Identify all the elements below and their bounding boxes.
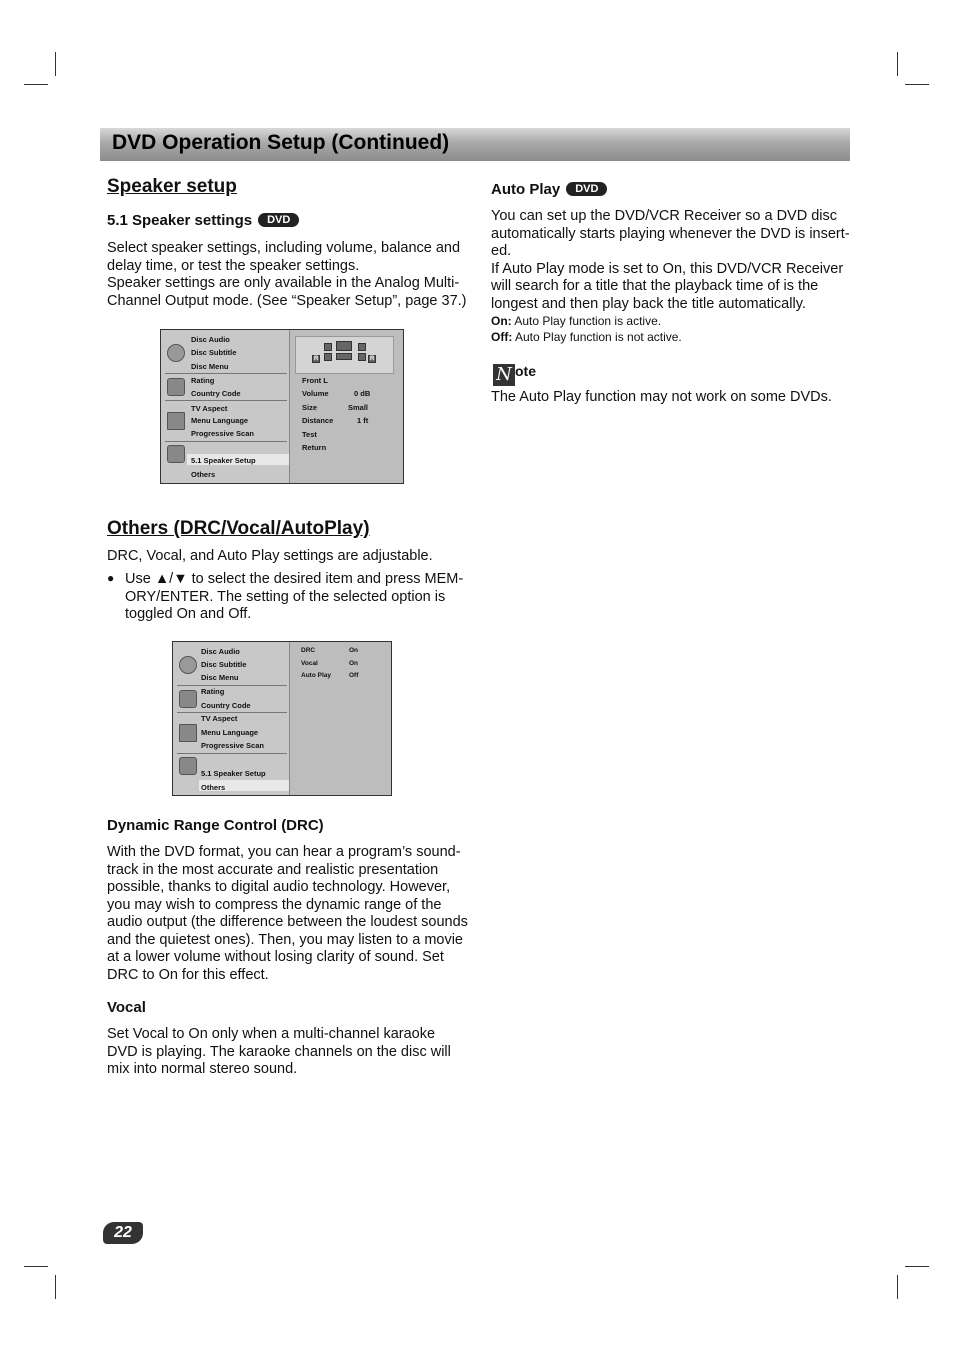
menu-item: Country Code	[201, 701, 251, 710]
vocal-paragraph	[107, 1026, 477, 1079]
menu-item: Disc Audio	[201, 647, 240, 656]
auto-play-section	[491, 181, 607, 199]
speaker-settings-subheading	[107, 212, 299, 230]
note-header	[493, 363, 536, 386]
off-description: Auto Play function is not active.	[515, 330, 682, 344]
lock-icon	[179, 690, 197, 708]
drc-paragraph	[107, 844, 477, 984]
crop-mark	[905, 84, 929, 85]
text-line: You can set up the DVD/VCR Receiver so a DVD disc	[491, 208, 838, 224]
text-line: automatically starts playing whenever the DVD is insert-	[491, 225, 850, 242]
crop-mark	[55, 1275, 56, 1299]
menu-left-panel	[173, 642, 290, 795]
menu-item: Disc Subtitle	[191, 348, 237, 357]
speaker-label: R	[370, 356, 375, 362]
setting-value: Small	[348, 403, 369, 412]
menu-item: Progressive Scan	[201, 741, 264, 750]
crop-mark	[24, 84, 48, 85]
crop-mark	[905, 1266, 929, 1267]
drc-section	[107, 817, 324, 834]
text-line: track in the most accurate and realistic presentation	[107, 861, 439, 878]
text-line: toggled On and Off.	[125, 606, 252, 622]
tv-icon	[179, 724, 197, 742]
setting-value: Off	[349, 672, 359, 679]
menu-item: Disc Audio	[191, 335, 230, 344]
text-line: possible, thanks to digital audio technology. However,	[107, 879, 451, 895]
speaker-setup-menu-screenshot	[160, 329, 404, 484]
text-line: DRC to On for this effect.	[107, 966, 269, 983]
speaker-label: R	[314, 356, 319, 362]
menu-item: Disc Subtitle	[201, 660, 247, 669]
vocal-heading: Vocal	[107, 999, 146, 1016]
others-bullet-text	[125, 571, 475, 624]
crop-mark	[897, 52, 898, 76]
others-section	[107, 518, 370, 540]
text-line: at a lower volume without losing clarity of sound. Set	[107, 949, 444, 965]
others-heading: Others (DRC/Vocal/AutoPlay)	[107, 518, 370, 539]
text-line: mix into normal stereo sound.	[107, 1061, 298, 1077]
speaker-icon	[358, 353, 366, 361]
menu-item-selected: Others	[201, 783, 226, 792]
text-line: Set Vocal to On only when a multi-channel karaoke	[107, 1026, 436, 1042]
menu-item-selected: 5.1 Speaker Setup	[191, 456, 256, 465]
crop-mark	[24, 1266, 48, 1267]
setting-value: 0 dB	[354, 389, 371, 398]
text-line: Speaker settings are only available in the Analog Multi-	[107, 275, 460, 291]
text-line: DVD is playing. The karaoke channels on the disc will	[107, 1043, 451, 1060]
text-line: ORY/ENTER. The setting of the selected option is	[125, 588, 446, 605]
setting-value: On	[349, 660, 359, 667]
menu-item: 5.1 Speaker Setup	[201, 769, 266, 778]
tv-icon	[167, 412, 185, 430]
on-option	[491, 313, 856, 329]
auto-play-paragraph	[491, 208, 856, 345]
disc-icon	[167, 344, 185, 362]
on-label: On:	[491, 314, 512, 328]
menu-item: Rating	[191, 376, 215, 385]
setting-label: DRC	[301, 647, 316, 654]
setting-value: On	[349, 647, 359, 654]
page-title: DVD Operation Setup (Continued)	[112, 131, 450, 154]
speaker-icon	[324, 353, 332, 361]
menu-item: Country Code	[191, 389, 241, 398]
dvd-badge: DVD	[258, 213, 299, 227]
vocal-section	[107, 999, 146, 1016]
setting-label: Size	[302, 403, 318, 412]
setting-label: Distance	[302, 416, 334, 425]
speaker-settings-title: 5.1 Speaker settings	[107, 212, 253, 229]
menu-item: Progressive Scan	[191, 429, 254, 438]
menu-item: Rating	[201, 687, 225, 696]
lock-icon	[167, 378, 185, 396]
text-line: ed.	[491, 243, 512, 259]
speaker-layout-diagram	[295, 336, 394, 374]
text-line: audio output (the difference between the loudest sounds	[107, 914, 468, 930]
crop-mark	[897, 1275, 898, 1299]
auto-play-heading: Auto Play	[491, 181, 561, 198]
others-intro	[107, 548, 433, 566]
text-line: will search for a title that the playback time of is the	[491, 278, 819, 294]
speaker-settings-paragraph	[107, 240, 477, 310]
text-line: Channel Output mode. (See “Speaker Setup”, page 37.)	[107, 292, 467, 309]
menu-item: TV Aspect	[201, 714, 238, 723]
text-line: you may wish to compress the dynamic range of the	[107, 896, 442, 913]
menu-item: Disc Menu	[191, 362, 229, 371]
setting-label: Test	[302, 430, 317, 439]
menu-item: Menu Language	[201, 728, 259, 737]
setting-label: Auto Play	[301, 672, 331, 679]
off-label: Off:	[491, 330, 513, 344]
note-title: ote	[515, 363, 536, 379]
on-description: Auto Play function is active.	[514, 314, 662, 328]
text-line: Use ▲/▼ to select the desired item and press MEM-	[125, 571, 464, 587]
speaker-setup-section	[107, 176, 237, 198]
speaker-icon	[179, 757, 197, 775]
text-line: The Auto Play function may not work on some DVDs.	[491, 389, 832, 405]
text-line: delay time, or test the speaker settings.	[107, 257, 360, 274]
bullet-icon: ●	[107, 571, 115, 585]
off-option	[491, 329, 856, 345]
page-number: 22	[103, 1222, 143, 1244]
speaker-setup-heading: Speaker setup	[107, 176, 237, 197]
text-line: Select speaker settings, including volume, balance and	[107, 240, 461, 256]
text-line: If Auto Play mode is set to On, this DVD/VCR Receiver	[491, 260, 844, 277]
setting-label: Return	[302, 443, 327, 452]
speaker-icon	[336, 353, 352, 360]
speaker-icon	[324, 343, 332, 351]
menu-item: Menu Language	[191, 416, 249, 425]
crop-mark	[55, 52, 56, 76]
setting-label: Volume	[302, 389, 329, 398]
text-line: With the DVD format, you can hear a program’s sound-	[107, 844, 461, 860]
setting-label: Vocal	[301, 660, 318, 667]
text-line: longest and then play back the title automatically.	[491, 295, 806, 312]
setting-value: 1 ft	[357, 416, 369, 425]
text-line: DRC, Vocal, and Auto Play settings are adjustable.	[107, 548, 433, 564]
menu-left-panel	[161, 330, 290, 483]
note-icon: N	[493, 364, 515, 386]
setting-label: Front L	[302, 376, 328, 385]
text-line: and the quietest ones). Then, you may listen to a movie	[107, 931, 463, 948]
menu-item: Disc Menu	[201, 673, 239, 682]
others-menu-screenshot	[172, 641, 392, 796]
speaker-icon	[336, 341, 352, 351]
disc-icon	[179, 656, 197, 674]
speaker-icon	[167, 445, 185, 463]
header-bar	[100, 128, 850, 161]
menu-item: Others	[191, 470, 216, 479]
menu-item: TV Aspect	[191, 404, 228, 413]
dvd-badge: DVD	[566, 182, 607, 196]
speaker-icon	[358, 343, 366, 351]
drc-heading: Dynamic Range Control (DRC)	[107, 817, 324, 834]
note-text	[491, 389, 832, 407]
